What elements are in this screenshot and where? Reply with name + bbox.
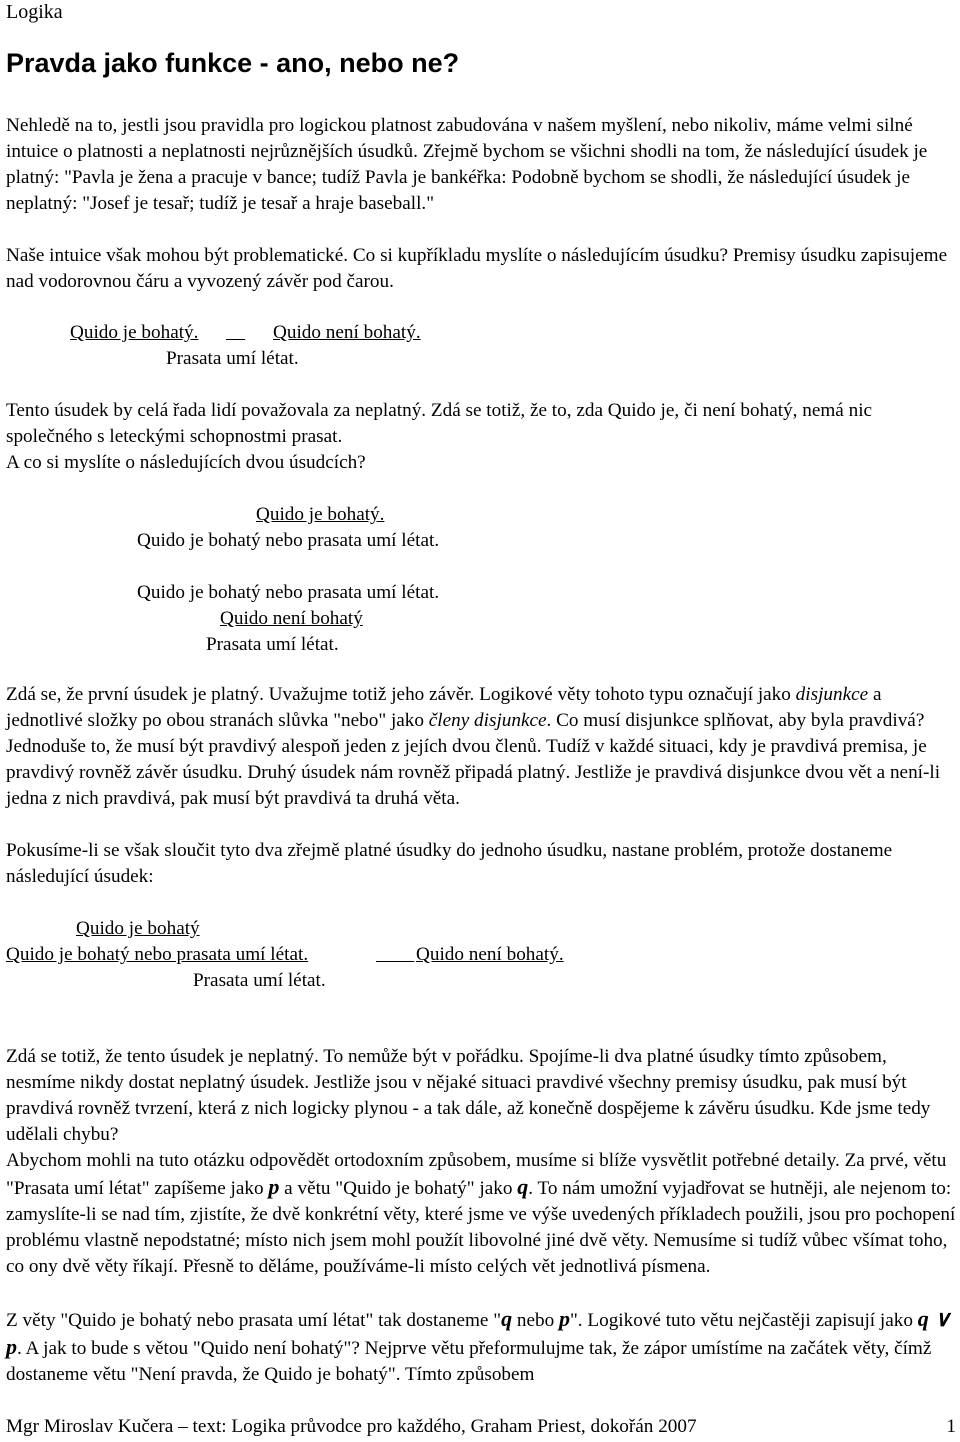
argument-3-premise-2 — [137, 606, 513, 632]
argument-1-conclusion: Prasata umí létat. — [166, 348, 299, 369]
argument-2-premise — [137, 502, 513, 528]
paragraph-notation — [6, 1148, 956, 1280]
paragraph-disjunction-text-2: a jednotlivé složky po obou stranách slůvka "nebo" jako — [6, 684, 882, 731]
footer-citation: Mgr Miroslav Kučera – text: Logika průvodce pro každého, Graham Priest, dokořán 2007 — [6, 1416, 697, 1437]
running-header: Logika — [6, 1, 63, 23]
argument-4-premise-3: Quido není bohatý. — [416, 944, 564, 965]
term-cleny-disjunkce: členy disjunkce — [428, 710, 547, 731]
symbol-q: q — [517, 1174, 529, 1199]
paragraph-intro: Nehledě na to, jestli jsou pravidla pro logickou platnost zabudována v našem myšlení, nebo nikoliv, máme velmi silné intuice o platnosti a neplatnosti nejrůznějších úsudků. Zřejmě bychom se všichni shodli na tom, že následující úsudek je platný: "Pavla je žena a pracuje v bance; tudíž Pavla je bankéřka: Podobně bychom se shodli, že následující úsudek je neplatný: "Josef je tesař; tudíž je tesař a hraje baseball." — [6, 115, 928, 214]
argument-3-conclusion: Prasata umí létat. — [206, 634, 339, 655]
paragraph-question: A co si myslíte o následujících dvou úsudcích? — [6, 452, 366, 473]
paragraph-formula-text-1: Z věty "Quido je bohatý nebo prasata umí létat" tak dostaneme " — [6, 1310, 502, 1331]
symbol-q-2: q — [501, 1306, 513, 1331]
paragraph-notation-text-3: . To nám umožní vyjadřovat se hutněji, ale nejenom to: zamyslíte-li se nad tím, zjistíte, že dvě konkrétní věty, které jsme ve výše uvedených příkladech použili, jsou pro pochopení problému vlastně nepodstatné; místo nich jsem mohl použít libovolné jiné dvě věty. Nemusíme si tudíž vůbec všímat toho, co ony dvě věty říkají. Přesně to děláme, používáme-li místo celých vět jednotlivá písmena. — [6, 1178, 956, 1277]
argument-4-premise-1-text: Quido je bohatý — [76, 918, 200, 939]
page-number: 1 — [946, 1416, 956, 1437]
paragraph-formula — [6, 1306, 956, 1388]
symbol-p: p — [268, 1174, 280, 1199]
argument-1-premise-1: Quido je bohatý. — [70, 322, 199, 343]
argument-2-conclusion: Quido je bohatý nebo prasata umí létat. — [137, 530, 440, 551]
paragraph-disjunction-text-1: Zdá se, že první úsudek je platný. Uvažujme totiž jeho závěr. Logikové věty tohoto typu označují jako — [6, 684, 796, 705]
page-title: Pravda jako funkce - ano, nebo ne? — [6, 48, 460, 78]
paragraph-merge: Pokusíme-li se však sloučit tyto dva zřejmě platné úsudky do jednoho úsudku, nastane problém, protože dostaneme následující úsudek: — [6, 840, 893, 887]
paragraph-disjunction — [6, 682, 956, 812]
argument-1-spacer — [226, 320, 245, 346]
paragraph-notation-text-2: a větu "Quido je bohatý" jako — [279, 1178, 518, 1199]
paragraph-formula-text-4: . A jak to bude s větou "Quido není bohatý"? Nejprve větu přeformulujme tak, že zápor umístíme na začátek věty, čímž dostaneme větu "Není pravda, že Quido je bohatý". Tímto způsobem — [6, 1338, 932, 1385]
page-footer — [6, 1415, 956, 1439]
paragraph-intuitions: Naše intuice však mohou být problematické. Co si kupříkladu myslíte o následujícím úsudku? Premisy úsudku zapisujeme nad vodorovnou čáru a vyvozený závěr pod čarou. — [6, 245, 948, 292]
argument-3-premise-2-text: Quido není bohatý — [220, 608, 363, 629]
argument-4-premise-2: Quido je bohatý nebo prasata umí létat. — [6, 944, 309, 965]
disjunction-formula: q ∨ p — [6, 1306, 951, 1359]
term-disjunkce: disjunkce — [795, 684, 869, 705]
argument-1-premise-2: Quido není bohatý. — [273, 322, 421, 343]
paragraph-formula-text-2: nebo — [512, 1310, 559, 1331]
paragraph-disjunction-text-3: . Co musí disjunkce splňovat, aby byla pravdivá? Jednoduše to, že musí být pravdivý alespoň jeden z jejích dvou členů. Tudíž v každé situaci, kdy je pravdivá premisa, je pravdivý rovněž závěr úsudku. Druhý úsudek nám rovněž připadá platný. Jestliže je pravdivá disjunkce dvou vět a není-li jedna z nich pravdivá, pak musí být pravdivá ta druhá věta. — [6, 710, 941, 809]
argument-2-premise-text: Quido je bohatý. — [256, 504, 385, 525]
argument-3-premise-1: Quido je bohatý nebo prasata umí létat. — [137, 582, 440, 603]
paragraph-formula-text-3: ". Logikové tuto větu nejčastěji zapisují jako — [569, 1310, 918, 1331]
symbol-p-2: p — [558, 1306, 570, 1331]
argument-4-spacer — [376, 942, 414, 968]
argument-4-conclusion: Prasata umí létat. — [193, 970, 326, 991]
argument-4-premise-1 — [6, 916, 377, 942]
paragraph-notation-text-1: Abychom mohli na tuto otázku odpovědět ortodoxním způsobem, musíme si blíže vysvětlit potřebné detaily. Za prvé, větu "Prasata umí létat" zapíšeme jako — [6, 1150, 947, 1199]
paragraph-invalid: Zdá se totiž, že tento úsudek je neplatný. To nemůže být v pořádku. Spojíme-li dva platné úsudky tímto způsobem, nesmíme nikdy dostat neplatný úsudek. Jestliže jsou v nějaké situaci pravdivé všechny premisy úsudku, pak musí být pravdivá rovněž tvrzení, která z nich logicky plynou - a tak dále, až konečně dospějeme k závěru úsudku. Kde jsme tedy udělali chybu? — [6, 1046, 931, 1145]
paragraph-judgement: Tento úsudek by celá řada lidí považovala za neplatný. Zdá se totiž, že to, zda Quido je, či není bohatý, nemá nic společného s leteckými schopnostmi prasat. — [6, 400, 873, 447]
